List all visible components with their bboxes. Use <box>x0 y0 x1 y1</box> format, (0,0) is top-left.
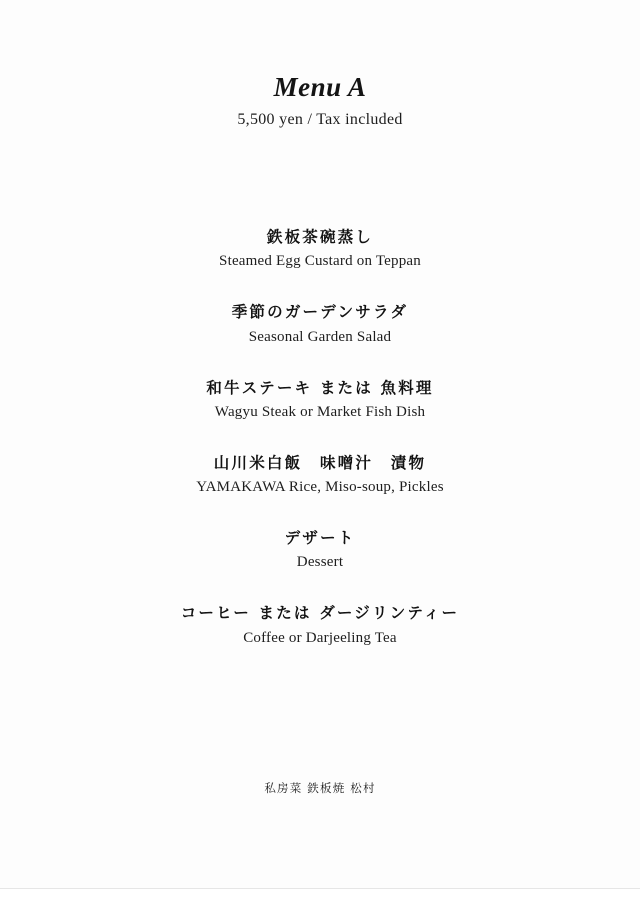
list-item <box>0 376 640 423</box>
course-name-jp: デザート <box>284 528 356 547</box>
menu-header <box>0 0 640 129</box>
course-list <box>0 225 640 649</box>
course-name-en: Coffee or Darjeeling Tea <box>243 629 397 646</box>
course-name-en: Dessert <box>296 554 344 571</box>
menu-footer <box>0 780 640 796</box>
course-name-en: YAMAKAWA Rice, Miso-soup, Pickles <box>196 479 444 495</box>
course-name-jp: 山川米白飯 味噌汁 漬物 <box>213 452 427 472</box>
course-name-en: Wagyu Steak or Market Fish Dish <box>214 403 426 420</box>
course-name-jp: コーヒー または ダージリンティー <box>180 603 460 623</box>
list-item <box>0 300 640 347</box>
page-bottom-edge <box>0 888 640 913</box>
list-item <box>0 225 640 272</box>
course-name-jp: 鉄板茶碗蒸し <box>266 227 374 246</box>
list-item <box>0 451 640 498</box>
restaurant-name: 私房菜 鉄板焼 松村 <box>264 781 376 795</box>
course-name-jp: 和牛ステーキ または 魚料理 <box>206 377 434 397</box>
course-name-en: Steamed Egg Custard on Teppan <box>219 253 421 270</box>
page-title: Menu A <box>273 72 367 102</box>
menu-price: 5,500 yen / Tax included <box>237 111 403 128</box>
list-item <box>0 526 640 573</box>
list-item <box>0 601 640 648</box>
course-name-jp: 季節のガーデンサラダ <box>231 302 409 322</box>
course-name-en: Seasonal Garden Salad <box>248 328 392 345</box>
